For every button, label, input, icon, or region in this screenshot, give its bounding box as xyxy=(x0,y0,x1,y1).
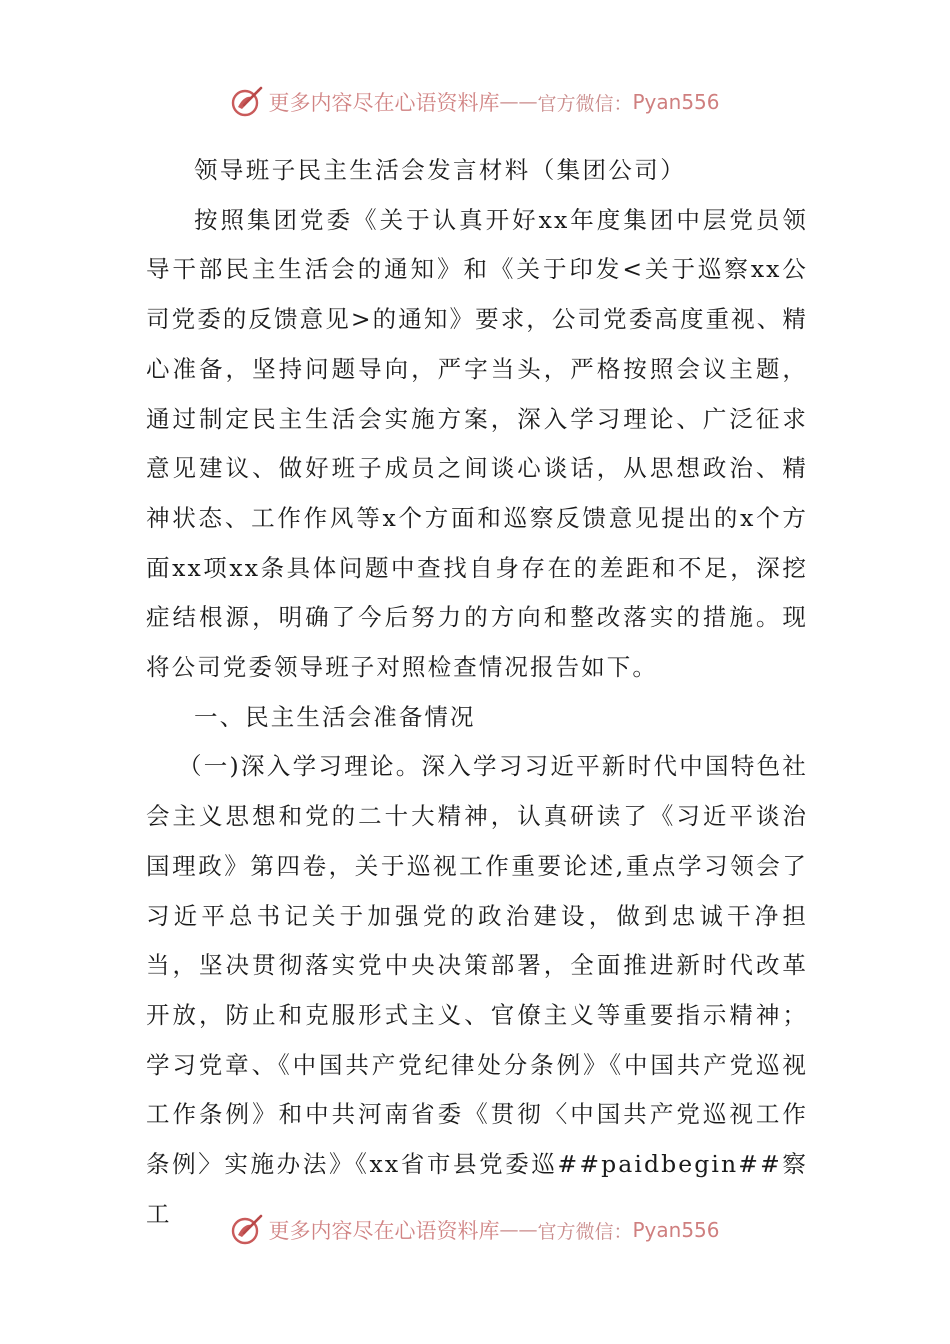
watermark-wechat-id: Pyan556 xyxy=(632,90,720,114)
watermark-sub-text: 官方微信： xyxy=(537,92,633,115)
document-title: 领导班子民主生活会发言材料（集团公司） xyxy=(194,156,687,184)
watermark-dash: —— xyxy=(499,1219,538,1241)
watermark-footer xyxy=(0,1210,950,1250)
pen-logo-icon xyxy=(230,85,264,119)
watermark-sub-text: 官方微信： xyxy=(537,1220,633,1243)
watermark-header xyxy=(0,82,950,122)
watermark-main-text: 更多内容尽在心语资料库 xyxy=(268,1219,500,1243)
watermark-main-text: 更多内容尽在心语资料库 xyxy=(268,91,500,115)
section-paragraph: （一)深入学习理论。深入学习习近平新时代中国特色社会主义思想和党的二十大精神，认真研读了《习近平谈治国理政》第四卷，关于巡视工作重要论述,重点学习领会了习近平总书记关于加强党的政治建设，做到忠诚干净担当，坚决贯彻落实党中央决策部署，全面推进新时代改革开放，防止和克服形式主义、官僚主义等重要指示精神；学习党章、《中国共产党纪律处分条例》《中国共产党巡视工作条例》和中共河南省委《贯彻〈中国共产党巡视工作条例〉实施办法》《xx省市县党委巡##paidbegin##察工 xyxy=(146,752,808,1228)
section-heading: 一、民主生活会准备情况 xyxy=(194,702,476,731)
intro-paragraph: 按照集团党委《关于认真开好xx年度集团中层党员领导干部民主生活会的通知》和《关于印发<关于巡察xx公司党委的反馈意见>的通知》要求，公司党委高度重视、精心准备，坚持问题导向，严字当头，严格按照会议主题，通过制定民主生活会实施方案，深入学习理论、广泛征求意见建议、做好班子成员之间谈心谈话，从思想政治、精神状态、工作作风等x个方面和巡察反馈意见提出的x个方面xx项xx条具体问题中查找自身存在的差距和不足，深挖症结根源，明确了今后努力的方向和整改落实的措施。现将公司党委领导班子对照检查情况报告如下。 xyxy=(146,205,808,682)
document-body xyxy=(146,146,808,1239)
watermark-wechat-id: Pyan556 xyxy=(632,1218,720,1242)
watermark-dash: —— xyxy=(499,91,538,113)
pen-logo-icon xyxy=(230,1213,264,1247)
